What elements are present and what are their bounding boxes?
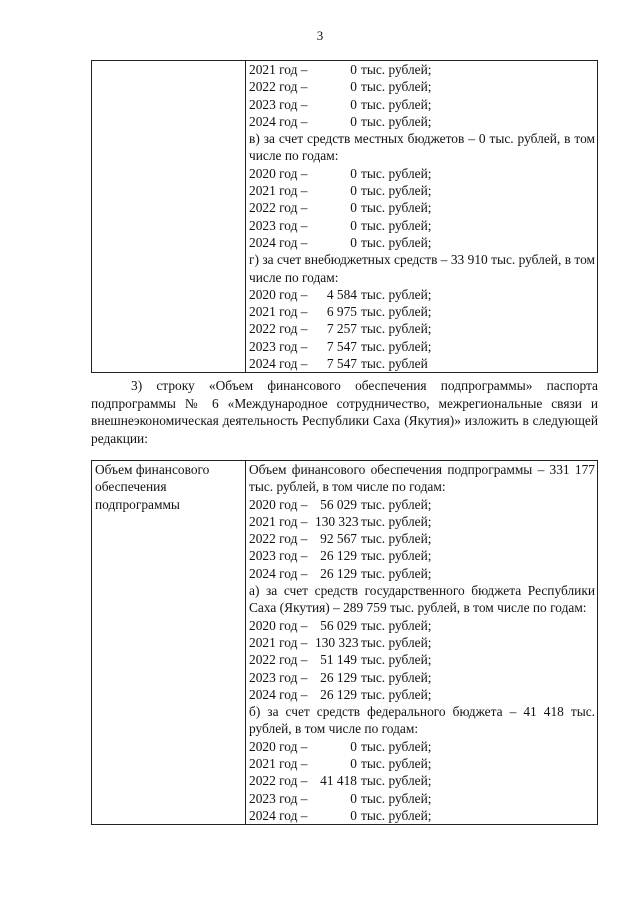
year-label: 2022 год – — [249, 531, 308, 547]
amount-value: 0 — [350, 96, 357, 112]
total-funding-heading: Объем финансового обеспечения подпрограммы – 331 177 тыс. рублей, в том числе по годам: — [249, 462, 595, 495]
year-label: 2020 год – — [249, 738, 308, 754]
state-budget-heading: а) за счет средств государственного бюджета Республики Саха (Якутия) – 289 759 тыс. рублей, в том числе по годам: — [249, 583, 595, 616]
unit-label: тыс. рублей; — [361, 304, 432, 320]
year-label: 2022 год – — [249, 773, 308, 789]
unit-label: тыс. рублей; — [361, 548, 432, 564]
amount-value: 26 129 — [320, 565, 357, 581]
bottom-table-left-cell — [92, 461, 246, 825]
year-amount-line — [249, 303, 595, 320]
unit-label: тыс. рублей; — [361, 79, 432, 95]
amount-value: 0 — [350, 165, 357, 181]
year-label: 2023 год – — [249, 96, 308, 112]
amount-value: 7 547 — [326, 338, 357, 354]
amount-value: 0 — [350, 217, 357, 233]
year-amount-line — [249, 338, 595, 355]
year-amount-line — [249, 617, 595, 634]
year-label: 2023 год – — [249, 338, 308, 354]
unit-label: тыс. рублей; — [361, 807, 432, 823]
year-amount-line — [249, 686, 595, 703]
unit-label: тыс. рублей; — [361, 62, 432, 77]
year-amount-line — [249, 234, 595, 251]
year-lines — [249, 496, 595, 582]
year-amount-line — [249, 61, 595, 78]
unit-label: тыс. рублей; — [361, 234, 432, 250]
year-label: 2022 год – — [249, 200, 308, 216]
amount-value: 56 029 — [320, 617, 357, 633]
year-label: 2020 год – — [249, 165, 308, 181]
unit-label: тыс. рублей; — [361, 321, 432, 337]
year-label: 2021 год – — [249, 513, 308, 529]
amount-value: 41 418 — [320, 773, 357, 789]
amount-value: 7 547 — [326, 356, 357, 372]
year-label: 2021 год – — [249, 304, 308, 320]
year-amount-line — [249, 530, 595, 547]
year-label: 2021 год – — [249, 183, 308, 199]
year-label: 2022 год – — [249, 652, 308, 668]
unit-label: тыс. рублей; — [361, 686, 432, 702]
extrabudget-heading: г) за счет внебюджетных средств – 33 910 тыс. рублей, в том числе по годам: — [249, 252, 595, 285]
year-amount-line — [249, 182, 595, 199]
year-amount-line — [249, 565, 595, 582]
paragraph-text: 3) строку «Объем финансового обеспечения подпрограммы» паспорта подпрограммы № 6 «Международное сотрудничество, межрегиональные связи и внешнеэкономическая деятельность Республики Саха (Якутия)» изложить в следующей редакции: — [91, 378, 598, 446]
year-label: 2022 год – — [249, 321, 308, 337]
year-label: 2023 год – — [249, 548, 308, 564]
unit-label: тыс. рублей; — [361, 113, 432, 129]
year-amount-line — [249, 217, 595, 234]
unit-label: тыс. рублей; — [361, 286, 432, 302]
year-label: 2024 год – — [249, 807, 308, 823]
year-label: 2024 год – — [249, 356, 308, 372]
year-lines — [249, 738, 595, 824]
amount-value: 26 129 — [320, 686, 357, 702]
year-amount-line — [249, 78, 595, 95]
year-amount-line — [249, 547, 595, 564]
year-label: 2021 год – — [249, 756, 308, 772]
unit-label: тыс. рублей; — [361, 165, 432, 181]
year-label: 2023 год – — [249, 790, 308, 806]
year-lines — [249, 165, 595, 251]
unit-label: тыс. рублей; — [361, 338, 432, 354]
amount-value: 0 — [350, 79, 357, 95]
unit-label: тыс. рублей — [361, 356, 428, 372]
year-amount-line — [249, 669, 595, 686]
year-lines — [249, 617, 595, 703]
year-label: 2022 год – — [249, 79, 308, 95]
year-label: 2024 год – — [249, 113, 308, 129]
unit-label: тыс. рублей; — [361, 652, 432, 668]
unit-label: тыс. рублей; — [361, 217, 432, 233]
amount-value: 130 323 — [315, 513, 359, 529]
year-amount-line — [249, 755, 595, 772]
year-label: 2024 год – — [249, 234, 308, 250]
unit-label: тыс. рублей; — [361, 183, 432, 199]
amount-value: 6 975 — [326, 304, 357, 320]
year-label: 2021 год – — [249, 634, 308, 650]
year-label: 2024 год – — [249, 686, 308, 702]
year-label: 2020 год – — [249, 496, 308, 512]
amount-value: 130 323 — [315, 634, 359, 650]
amount-value: 0 — [350, 790, 357, 806]
amount-value: 0 — [350, 62, 357, 77]
amount-value: 0 — [350, 234, 357, 250]
local-budget-heading: в) за счет средств местных бюджетов – 0 тыс. рублей, в том числе по годам: — [249, 131, 595, 164]
unit-label: тыс. рублей; — [361, 617, 432, 633]
federal-budget-heading: б) за счет средств федерального бюджета – 41 418 тыс. рублей, в том числе по годам: — [249, 704, 595, 737]
body-paragraph — [91, 377, 598, 447]
year-amount-line — [249, 286, 595, 303]
year-amount-line — [249, 199, 595, 216]
year-amount-line — [249, 807, 595, 824]
year-amount-line — [249, 496, 595, 513]
unit-label: тыс. рублей; — [361, 513, 432, 529]
year-label: 2023 год – — [249, 669, 308, 685]
amount-value: 0 — [350, 183, 357, 199]
year-amount-line — [249, 113, 595, 130]
year-lines — [249, 61, 595, 130]
unit-label: тыс. рублей; — [361, 96, 432, 112]
unit-label: тыс. рублей; — [361, 738, 432, 754]
year-amount-line — [249, 513, 595, 530]
unit-label: тыс. рублей; — [361, 200, 432, 216]
amount-value: 26 129 — [320, 669, 357, 685]
top-table-left-cell — [92, 61, 246, 373]
amount-value: 0 — [350, 807, 357, 823]
unit-label: тыс. рублей; — [361, 531, 432, 547]
year-amount-line — [249, 96, 595, 113]
year-amount-line — [249, 634, 595, 651]
amount-value: 51 149 — [320, 652, 357, 668]
top-table — [91, 60, 598, 373]
amount-value: 0 — [350, 756, 357, 772]
year-amount-line — [249, 738, 595, 755]
bottom-table-right-cell — [246, 461, 598, 825]
bottom-table — [91, 460, 598, 825]
year-amount-line — [249, 320, 595, 337]
unit-label: тыс. рублей; — [361, 496, 432, 512]
year-amount-line — [249, 651, 595, 668]
year-amount-line — [249, 772, 595, 789]
amount-value: 7 257 — [326, 321, 357, 337]
year-lines — [249, 286, 595, 372]
amount-value: 0 — [350, 113, 357, 129]
year-label: 2020 год – — [249, 617, 308, 633]
year-amount-line — [249, 165, 595, 182]
year-label: 2024 год – — [249, 565, 308, 581]
page-number: 3 — [316, 28, 324, 43]
year-label: 2020 год – — [249, 286, 308, 302]
unit-label: тыс. рублей; — [361, 669, 432, 685]
amount-value: 0 — [350, 200, 357, 216]
funding-label: Объем финансового обеспечения подпрограммы — [95, 462, 210, 512]
amount-value: 4 584 — [326, 286, 357, 302]
unit-label: тыс. рублей; — [361, 790, 432, 806]
unit-label: тыс. рублей; — [361, 634, 432, 650]
amount-value: 0 — [350, 738, 357, 754]
year-amount-line — [249, 355, 595, 372]
year-label: 2021 год – — [249, 62, 308, 77]
unit-label: тыс. рублей; — [361, 756, 432, 772]
amount-value: 26 129 — [320, 548, 357, 564]
year-label: 2023 год – — [249, 217, 308, 233]
unit-label: тыс. рублей; — [361, 773, 432, 789]
top-table-right-cell — [246, 61, 598, 373]
unit-label: тыс. рублей; — [361, 565, 432, 581]
amount-value: 92 567 — [320, 531, 357, 547]
year-amount-line — [249, 790, 595, 807]
amount-value: 56 029 — [320, 496, 357, 512]
